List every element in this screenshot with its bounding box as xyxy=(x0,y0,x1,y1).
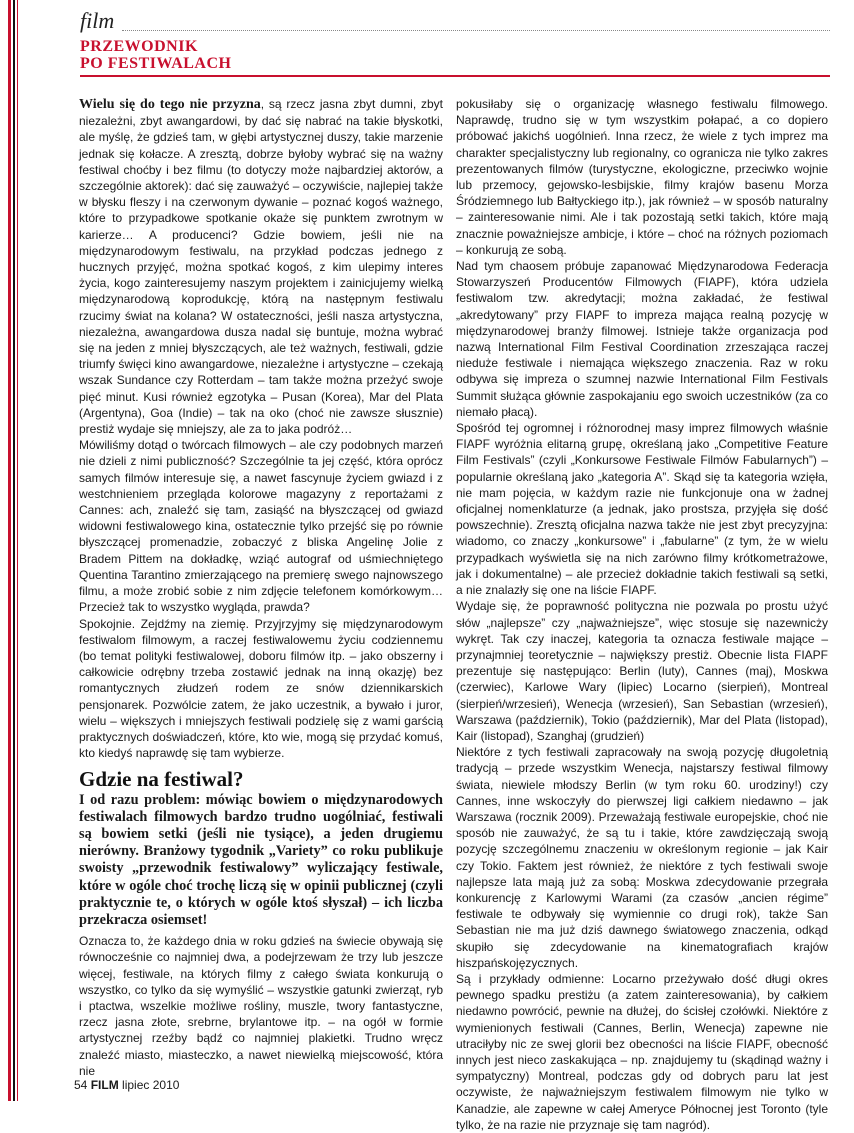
section-label: film xyxy=(80,8,115,33)
page-title-line2: PO FESTIWALACH xyxy=(80,55,232,72)
left-column xyxy=(79,96,443,1079)
page-number: 54 xyxy=(74,1078,88,1092)
paragraph-r6: Są i przykłady odmienne: Locarno przeżywało dość długi okres pewnego spadku prestiżu (a zatem zainteresowania), by całkiem niedawno powrócić, pewnie na dłużej, do ścisłej czołówki. Niektóre z wymienionych festiwali (Cannes, Berlin, Wenecja) zapewne nie utraciłyby nic ze swej glorii bez obecności na liście FIAPF, obecność innych jest nieco zaskakująca – np. znajdujemy tu (skądinąd ważny i sympatyczny) Montreal, podczas gdy od dobrych paru lat jest oczywiste, że najważniejszym festiwalem filmowym nie tylko w Kanadzie, ale zapewne w całej Ameryce Północnej jest Toronto (tyle tylko, że na razie nie przyznaje się tam nagród). xyxy=(456,971,828,1132)
section-heading: Gdzie na festiwal? xyxy=(79,767,244,792)
page-title xyxy=(80,38,830,72)
page-title-line1: PRZEWODNIK xyxy=(80,38,198,55)
paragraph-r5: Niektóre z tych festiwali zapracowały na swoją pozycję długoletnią tradycją – przede wszystkim Wenecja, najstarszy festiwal filmowy świata, niewiele młodszy Berlin (w tym roku 60. urodziny!) czy Cannes, inne wskoczyły do pierwszej ligi całkiem niedawno – jak Warszawa (rocznik 2009). Przeważają festiwale europejskie, choć nie sposób nie zauważyć, że są tu i takie, które zawdzięczają swoją pozycję szczególnemu znaczeniu w określonym regionie – jak Kair czy Tokio. Faktem jest również, że niektóre z tych festiwali swoje najlepsze lata mają już za sobą: Moskwa zdecydowanie przegrała konkurencję z Karlowymi Warami (za czasów „ancien régime” festiwale te odbywały się wymiennie co drugi rok), także San Sebastian nie ma już dziś dawnego światowego znaczenia, odkąd skupiło się zdecydowanie na kinematografiach krajów hiszpańskojęzycznych. xyxy=(456,745,828,970)
left-edge-red-bar xyxy=(8,0,11,1101)
header-dotted-rule xyxy=(122,30,830,31)
lead-phrase: Wielu się do tego nie przyzna xyxy=(79,97,261,112)
header-red-rule xyxy=(80,75,830,77)
paragraph-r4: Wydaje się, że poprawność polityczna nie pozwala po prostu użyć słów „najlepsze” czy „najważniejsze”, więc stosuje się nazewnicży wykręt. Tak czy inaczej, kategoria ta oznacza festiwale mające – przynajmniej teoretycznie – największy prestiż. Obecnie lista FIAPF prezentuje się następująco: Berlin (luty), Cannes (maj), Moskwa (czerwiec), Karlowe Wary (lipiec) Locarno (sierpień), Montreal (sierpień/wrzesień), Wenecja (wrzesień), San Sebastian (wrzesień), Warszawa (październik), Tokio (październik), Mar del Plata (listopad), Kair (listopad), Szanghaj (grudzień) xyxy=(456,599,828,743)
paragraph-3: Spokojnie. Zejdźmy na ziemię. Przyjrzyjmy się międzynarodowym festiwalom filmowym, a raczej festiwalowemu życiu codziennemu (bo temat polityki festiwalowej, doboru filmów itp. – jako obszerny i całkowicie odrębny trzeba zostawić jednak na inną okazję) bez romantycznych złudzeń rodem ze snów dziennikarskich pensjonarek. Pozwólcie zatem, że jako uczestnik, a bywało i juror, wielu – większych i mniejszych festiwali podzielę się z wami garścią praktycznych doświadczeń, które, kto wie, mogą się przydać komuś, kto kiedyś naprawdę się tam wybierze. xyxy=(79,616,443,761)
section-lede: I od razu problem: mówiąc bowiem o międzynarodowych festiwalach filmowych bardzo trudno uogólniać, festiwali są bowiem setki (jeśli nie tysiące), a jeden drugiemu nierówny. Branżowy tygodnik „Variety” co roku publikuje swoisty „przewodnik festiwalowy” wyliczający festiwale, które w ogóle choć trochę liczą się w opinii publicznej (czyli praktycznie te, o których w ogóle ktoś słyszał) – ich liczba przekracza osiemset! xyxy=(79,791,443,928)
left-edge-thin-red-bar xyxy=(17,0,18,1101)
paragraph-2: Mówiliśmy dotąd o twórcach filmowych – ale czy podobnych marzeń nie dzieli z nimi publiczność? Szczególnie ta jej część, która oprócz samych filmów interesuje się, a nawet fascynuje życiem gwiazd i z westchnieniem przegląda kolorowe magazyny z reportażami z Cannes: ach, znaleźć się tam, zasiąść na błyszczącej od gwiazd widowni festiwalowego kina, ostatecznie tylko przejść się po równie błyszczącej promenadzie, zobaczyć z bliska Angelinę Jolie z Bradem Pittem na dokładkę, wziąć autograf od uśmiechniętego Quentina Tarantino zmierzającego na premierę swego najnowszego filmu, a może zrobić sobie z nim zdjęcie telefonem komórkowym… Przecież tak to wszystko wygląda, prawda? xyxy=(79,438,443,615)
issue-date: lipiec 2010 xyxy=(122,1078,180,1092)
paragraph-r2: Nad tym chaosem próbuje zapanować Międzynarodowa Federacja Stowarzyszeń Producentów Filmowych (FIAPF), która udziela festiwalom tzw. akredytacji; można zakładać, że festiwal „akredytowany” przy FIAPF to impreza mająca realną pozycję w międzynarodowej branży filmowej. Istnieje także organizacja pod nazwą International Film Festival Coordination zrzeszająca raczej nieduże festiwale i niemająca większego znaczenia. Raz w roku odbywa się impreza o szumnej nazwie International Film Festivals Summit służąca głównie zaspokajaniu ego swoich uczestników (za co niemało płacą). xyxy=(456,259,828,419)
paragraph-4: Oznacza to, że każdego dnia w roku gdzieś na świecie obywają się równocześnie co najmniej dwa, a podejrzewam że trzy lub jeszcze więcej, festiwale, na których filmy z całego świata konkurują o wszystko, co tylko da się wymyślić – wszystkie gatunki zwierząt, ryb i ptactwa, wszelkie możliwe rośliny, muszle, twory fantastyczne, rzecz jasna złote, srebrne, brylantowe itp. – na ogół w formie artystycznej rzeźby bądź co najmniej plakietki. Trudno wręcz znaleźć miasto, miasteczko, a nawet niewielką miejscowość, która nie xyxy=(79,934,443,1078)
paragraph-r1: pokusiłaby się o organizację własnego festiwalu filmowego. Naprawdę, trudno się w tym wszystkim połapać, a co dopiero próbować jakichś uogólnień. Inna rzecz, że wiele z tych imprez ma charakter specjalistyczny lub regionalny, co ogranicza nie tylko zakres prezentowanych filmów (turystyczne, ekologiczne, przeciwko wojnie lub przemocy, gejowsko-lesbijskie, filmy krajów basenu Morza Śródziemnego lub Bałtyckiego itp.), jak również – w sposób naturalny – zainteresowanie nimi. Ale i tak pozostają setki takich, które mają znacznie poważniejsze ambicje, i które – choć na różnych poziomach – konkurują ze sobą. xyxy=(456,97,828,257)
paragraph-1 xyxy=(79,96,443,437)
page-header xyxy=(80,8,830,77)
right-column xyxy=(456,96,828,1133)
page-footer xyxy=(74,1078,179,1092)
magazine-name: FILM xyxy=(90,1078,119,1092)
left-edge-black-bar xyxy=(13,0,15,1101)
paragraph-r3: Spośród tej ogromnej i różnorodnej masy imprez filmowych właśnie FIAPF wyróżnia elitarną grupę, określaną jako „Competitive Feature Film Festivals” (czyli „Konkursowe Festiwale Filmów Fabularnych”) – popularnie określaną jako „kategoria A”. Skąd się ta kategoria wzięła, nie mam pojęcia, w każdym razie nie funkcjonuje ona w żadnej oficjalnej nomenklaturze (a jednak, jako prostsza, przyjęła się dość powszechnie). Zresztą oficjalna nazwa także nie jest zbyt precyzyjna: wiadomo, co znaczy „konkursowe” i „fabularne” (z tym, że w wielu przypadkach wyświetla się na nich zarówno filmy krótkometrażowe, jak i dokumentalne) – ale przecież dokładnie takich festiwali są setki, a nie znalazły się one na liście FIAPF. xyxy=(456,421,828,598)
paragraph-1-text: , są rzecz jasna zbyt dumni, zbyt niezależni, zbyt awangardowi, by dać się nabrać na takie błyskotki, ale myślę, że gdzieś tam, w głębi artystycznej duszy, takie marzenie jednak się kołacze. A zresztą, dobrze byłoby wybrać się na ważny festiwal choćby i bez filmu (to dotyczy może najbardziej aktorów, a szczególnie aktorek): dać się zauważyć – oczywiście, najlepiej także w błysku fleszy i na czerwonym dywanie – poznać kogoś ważnego, które to przypadkowe spotkanie okaże się punktem zwrotnym w karierze… A producenci? Gdzie bowiem, jeśli nie na międzynarodowym festiwalu, na przykład podczas jednego z hucznych przyjęć, można spotkać kogoś, z kim ulepimy interes życia, kogo zainteresujemy naszym projektem i zainicjujemy wielką międzynarodową koprodukcję, którą na następnym festiwalu rzucimy świat na kolana? W ostateczności, jeśli nasza artystyczna, niezależna, awangardowa dusza nadal się buntuje, można wybrać się na jeden z mniej błyszczących, ale też ważnych, festiwali, gdzie triumfy święci kino awangardowe, niezależne i artystyczne – czekają wszak Sundance czy Rotterdam – tam także można przeżyć swoje pięć minut. Kusi również egzotyka – Pusan (Korea), Mar del Plata (Argentyna), Goa (Indie) – tak na oko (choć nie zawsze słusznie) prestiż wydaje się mniejszy, ale za to jaka podróż… xyxy=(79,97,444,437)
